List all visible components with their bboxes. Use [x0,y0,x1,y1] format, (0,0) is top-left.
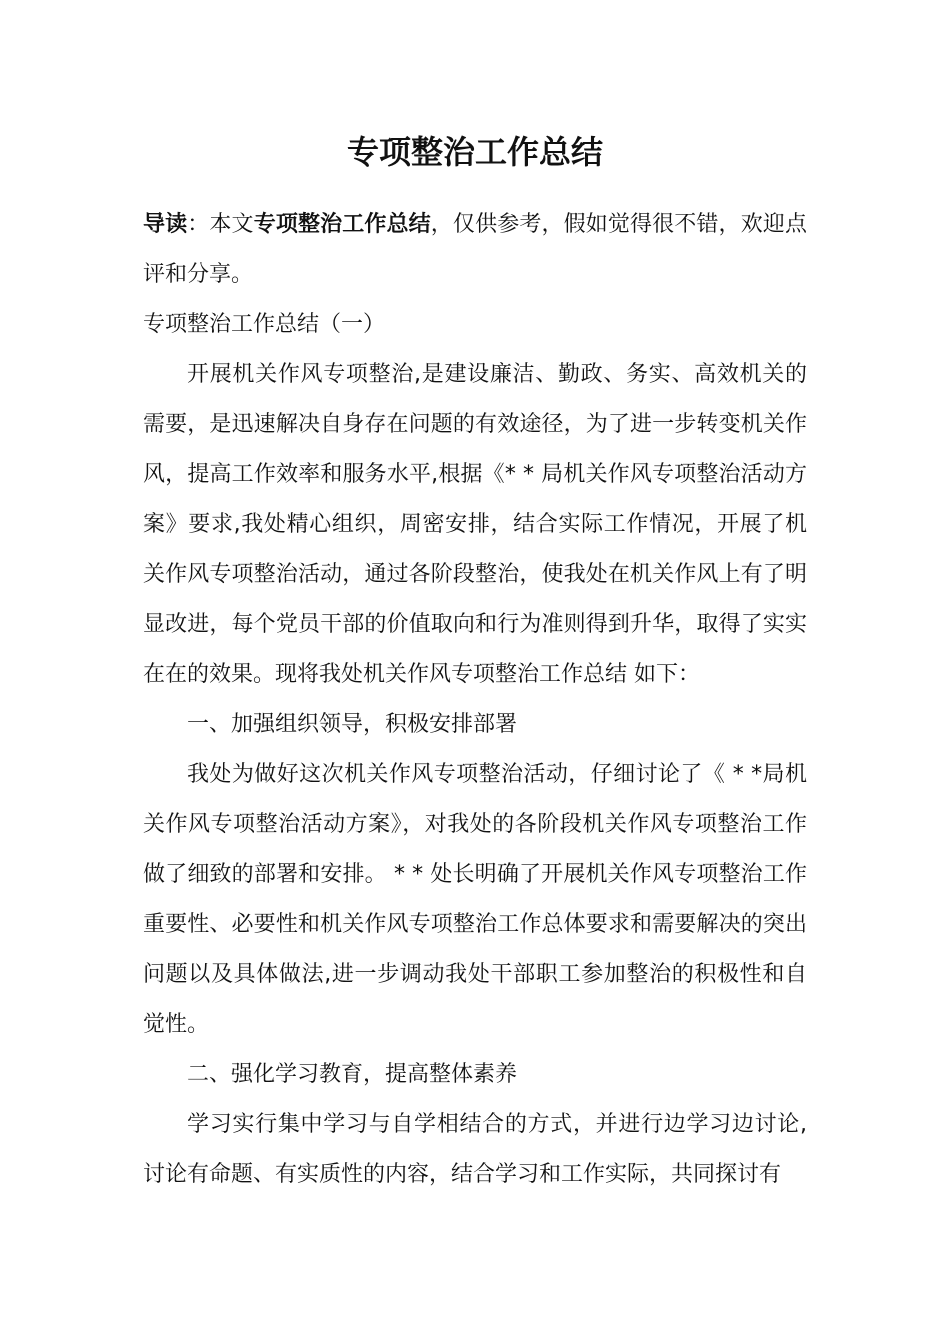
document-title: 专项整治工作总结 [346,133,603,171]
body-paragraph: 学习实行集中学习与自学相结合的方式，并进行边学习边讨论,讨论有命题、有实质性的内容，结合学习和工作实际，共同探讨有 [143,1112,807,1187]
intro-highlight: 专项整治工作总结 [253,212,431,237]
document-body [143,200,807,1200]
intro-colon: ： [187,212,210,237]
intro-paragraph [143,200,807,300]
body-paragraph: 开展机关作风专项整治,是建设廉洁、勤政、务实、高效机关的需要，是迅速解决自身存在问题的有效途径，为了进一步转变机关作风，提高工作效率和服务水平,根据《* * 局机关作风专项整治活动方案》要求,我处精心组织，周密安排，结合实际工作情况，开展了机关作风专项整治活动，通过各阶段整治，使我处在机关作风上有了明显改进，每个党员干部的价值取向和行为准则得到升华，取得了实实在在的效果。现将我处机关作风专项整治工作总结 如下： [143,362,807,687]
section-title: 专项整治工作总结（一） [143,312,386,337]
body-paragraph: 我处为做好这次机关作风专项整治活动，仔细讨论了《 * *局机关作风专项整治活动方案》，对我处的各阶段机关作风专项整治工作做了细致的部署和安排。 * * 处长明确了开展机关作风专项整治工作重要性、必要性和机关作风专项整治工作总体要求和需要解决的突出问题以及具体做法,进一步调动我处干部职工参加整治的积极性和自觉性。 [143,762,807,1037]
intro-label: 导读 [143,212,188,237]
section-heading: 二、强化学习教育，提高整体素养 [187,1062,518,1087]
intro-text-before: 本文 [209,212,254,237]
intro-text-after: ，仅供参考，假如觉得很不错，欢迎点评和分享。 [143,212,807,287]
section-heading: 一、加强组织领导，积极安排部署 [187,712,518,737]
